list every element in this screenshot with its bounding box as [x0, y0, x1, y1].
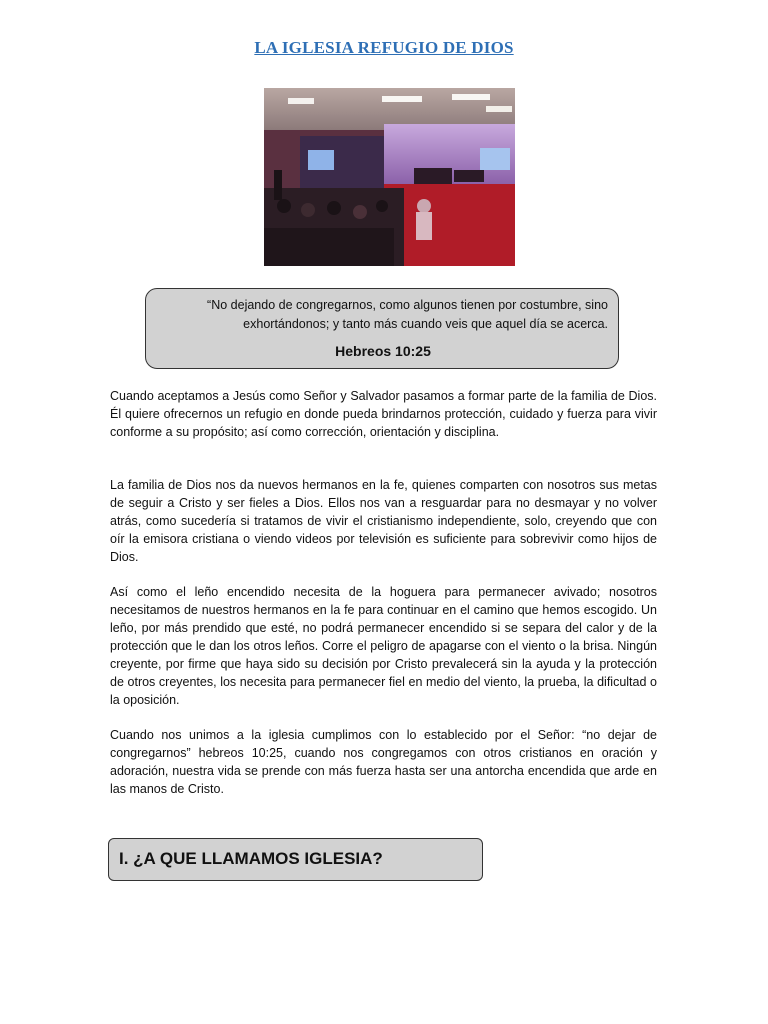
verse-reference: Hebreos 10:25 [335, 343, 431, 359]
paragraph: La familia de Dios nos da nuevos hermanos en la fe, quienes comparten con nosotros sus metas de seguir a Cristo y ser fieles a Dios. Ellos nos van a resguardar para no desmayar y no volver atrás, como sucedería si tratamos de vivir el cristianismo independiente, solo, creyendo que con oír la emisora cristiana o viendo videos por televisión es suficiente para sobrevivir como hijos de Dios. [110, 478, 657, 564]
section-heading: I. ¿A QUE LLAMAMOS IGLESIA? [119, 849, 383, 868]
verse-callout [145, 288, 619, 369]
paragraph: Cuando nos unimos a la iglesia cumplimos con lo establecido por el Señor: “no dejar de congregarnos” hebreos 10:25, cuando nos congregamos con otros cristianos en oración y adoración, nuestra vida se prende con más fuerza hasta ser una antorcha encendida que arde en las manos de Cristo. [110, 728, 657, 796]
document-title: LA IGLESIA REFUGIO DE DIOS [254, 38, 514, 57]
section-heading-box [108, 838, 483, 881]
church-congregation-photo [264, 88, 515, 266]
church-photo-illustration [264, 88, 515, 266]
verse-quote: “No dejando de congregarnos, como algunos tienen por costumbre, sino exhortándonos; y tanto más cuando veis que aquel día se acerca. [207, 298, 608, 331]
paragraph: Así como el leño encendido necesita de la hoguera para permanecer avivado; nosotros necesitamos de nuestros hermanos en la fe para continuar en el camino que hemos escogido. Un leño, por más prendido que esté, no podrá permanecer encendido si se separa del calor y de la protección que le dan los otros leños. Corre el peligro de apagarse con el viento o la brisa. Ningún creyente, por firme que haya sido su decisión por Cristo prevalecerá sin la ayuda y la protección de otros creyentes, los necesita para permanecer fiel en medio del viento, la prueba, la dificultad o la oposición. [110, 585, 657, 707]
paragraph: Cuando aceptamos a Jesús como Señor y Salvador pasamos a formar parte de la familia de Dios. Él quiere ofrecernos un refugio en donde pueda brindarnos protección, cuidado y fuerza para vivir conforme a su propósito; así como corrección, orientación y disciplina. [110, 389, 657, 439]
